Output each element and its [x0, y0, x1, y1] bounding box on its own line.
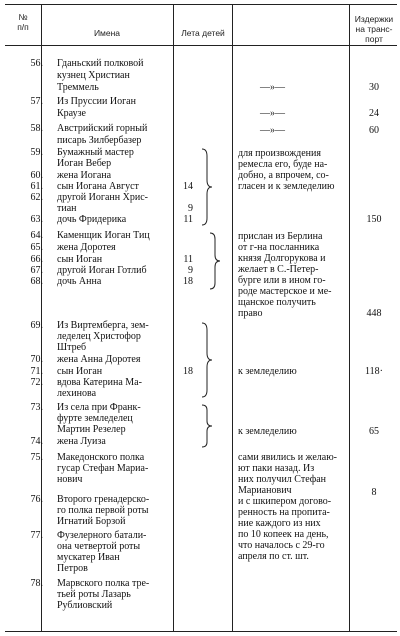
child-age: 9	[188, 203, 193, 214]
row-name-line: другой Иоганн Хрис-	[57, 192, 148, 203]
ditto-mark: —»—	[260, 82, 285, 93]
row-number: 56 .	[5, 58, 43, 69]
row-number: 64 .	[5, 230, 43, 241]
row-name-line: тьей роты Лазарь	[57, 589, 131, 600]
row-name-line: леделец Христофор	[57, 331, 141, 342]
note-line: прислан из Берлина	[238, 231, 323, 242]
row-number: 71 .	[5, 366, 43, 377]
note-line: ние каждого из них	[238, 518, 321, 529]
curly-brace	[200, 404, 214, 448]
transport-cost: 118·	[365, 366, 383, 377]
row-name-line: жена Иогана	[57, 170, 112, 181]
child-age: 9	[188, 265, 193, 276]
row-number: 77 .	[5, 530, 43, 541]
row-name-line: тиан	[57, 203, 77, 214]
child-age: 18	[183, 276, 193, 287]
column-divider	[232, 4, 233, 632]
note-line: ют паки назад. Из	[238, 463, 315, 474]
row-name-line: Треммель	[57, 82, 99, 93]
row-name-line: жена Луиза	[57, 436, 106, 447]
row-name-line: Из села при Франк-	[57, 402, 141, 413]
header-number: № п/п	[17, 12, 29, 32]
column-divider	[173, 4, 174, 632]
note-line: добно, а впрочем, со-	[238, 170, 329, 181]
row-number: 76 .	[5, 494, 43, 505]
row-number: 63 .	[5, 214, 43, 225]
row-name-line: сын Иоган	[57, 366, 103, 377]
ditto-mark: —»—	[260, 125, 285, 136]
row-number: 72 .	[5, 377, 43, 388]
child-age: 18	[183, 366, 193, 377]
note-line: ремесла его, буде на-	[238, 159, 328, 170]
row-name-line: Из Пруссии Иоган	[57, 96, 136, 107]
transport-cost: 30	[369, 82, 379, 93]
note-line: желает в С.-Петер-	[238, 264, 319, 275]
row-name-line: Иоган Вебер	[57, 158, 112, 169]
row-name-line: го полка первой роты	[57, 505, 149, 516]
note-line: по 10 копеек на день,	[238, 529, 329, 540]
row-name-line: Штреб	[57, 342, 87, 353]
table-bottom-rule	[5, 631, 397, 632]
row-number: 75 .	[5, 452, 43, 463]
note-line: и с шкипером догово-	[238, 496, 332, 507]
note-line: к земледелию	[238, 366, 297, 377]
note-line: роде мастерское и ме-	[238, 286, 332, 297]
note-line: от г-на посланника	[238, 242, 320, 253]
row-number: 62 .	[5, 192, 43, 203]
row-name-line: жена Доротея	[57, 242, 116, 253]
row-name-line: кузнец Христиан	[57, 70, 130, 81]
note-line: апреля по ст. шт.	[238, 551, 309, 562]
note-line: гласен и к земледелию	[238, 181, 335, 192]
row-name-line: вдова Катерина Ма-	[57, 377, 142, 388]
row-name-line: другой Иоган Готлиб	[57, 265, 147, 276]
row-name-line: Гданьский полковой	[57, 58, 144, 69]
row-name-line: мускатер Иван	[57, 552, 120, 563]
note-line: для произвождения	[238, 148, 321, 159]
row-name-line: гусар Стефан Мариа-	[57, 463, 149, 474]
row-number: 78 .	[5, 578, 43, 589]
curly-brace	[200, 322, 214, 398]
row-number: 73 .	[5, 402, 43, 413]
row-number: 74 .	[5, 436, 43, 447]
row-name-line: жена Анна Доротея	[57, 354, 141, 365]
child-age: 11	[183, 214, 193, 225]
curly-brace	[200, 148, 214, 226]
row-name-line: Македонского полка	[57, 452, 145, 463]
row-name-line: Австрийский горный	[57, 123, 148, 134]
row-number: 66 .	[5, 254, 43, 265]
transport-cost: 8	[371, 487, 377, 498]
header-names: Имена	[93, 28, 121, 38]
note-line: бурге или в ином го-	[238, 275, 326, 286]
row-name-line: дочь Анна	[57, 276, 102, 287]
row-name-line: сын Иогана Август	[57, 181, 139, 192]
note-line: к земледелию	[238, 426, 297, 437]
note-line: ренность на пропита-	[238, 507, 330, 518]
row-number: 65 .	[5, 242, 43, 253]
row-name-line: Краузе	[57, 108, 86, 119]
transport-cost: 150	[366, 214, 382, 225]
curly-brace	[208, 232, 222, 290]
row-name-line: Мартин Резелер	[57, 424, 126, 435]
transport-cost: 65	[369, 426, 379, 437]
ditto-mark: —»—	[260, 108, 285, 119]
note-line: что началось с 29-го	[238, 540, 325, 551]
column-divider	[349, 4, 350, 632]
row-number: 67 .	[5, 265, 43, 276]
row-name-line: Второго гренадерско-	[57, 494, 150, 505]
row-name-line: Бумажный мастер	[57, 147, 134, 158]
header-child-ages: Лета детей	[181, 28, 225, 38]
row-number: 58 .	[5, 123, 43, 134]
row-name-line: Из Виртемберга, зем-	[57, 320, 149, 331]
header-transport-cost: Издержки на транс- порт	[354, 14, 394, 44]
table-top-rule	[5, 4, 397, 5]
child-age: 11	[183, 254, 193, 265]
row-name-line: Марвского полка тре-	[57, 578, 150, 589]
note-line: князя Долгорукова и	[238, 253, 326, 264]
row-name-line: лехинова	[57, 388, 97, 399]
row-number: 68 .	[5, 276, 43, 287]
note-line: них получил Стефан	[238, 474, 327, 485]
row-number: 60 .	[5, 170, 43, 181]
row-name-line: нович	[57, 474, 83, 485]
transport-cost: 60	[369, 125, 379, 136]
row-name-line: писарь Зилбербазер	[57, 135, 142, 146]
header-bottom-rule	[5, 45, 397, 46]
child-age: 14	[183, 181, 193, 192]
row-name-line: Каменщик Иоган Тиц	[57, 230, 150, 241]
row-name-line: Петров	[57, 563, 88, 574]
note-line: щанское получить	[238, 297, 316, 308]
row-name-line: сын Иоган	[57, 254, 103, 265]
row-name-line: она четвертой роты	[57, 541, 141, 552]
row-number: 70 .	[5, 354, 43, 365]
note-line: право	[238, 308, 263, 319]
row-name-line: Фузелерного батали-	[57, 530, 147, 541]
row-name-line: Рублиовский	[57, 600, 113, 611]
row-number: 59 .	[5, 147, 43, 158]
transport-cost: 24	[369, 108, 379, 119]
note-line: Марианович	[238, 485, 292, 496]
row-number: 69 .	[5, 320, 43, 331]
transport-cost: 448	[366, 308, 382, 319]
row-number: 57 .	[5, 96, 43, 107]
note-line: сами явились и желаю-	[238, 452, 337, 463]
row-name-line: Игнатий Борзой	[57, 516, 126, 527]
row-number: 61 .	[5, 181, 43, 192]
row-name-line: дочь Фридерика	[57, 214, 127, 225]
row-name-line: фурте земледелец	[57, 413, 133, 424]
